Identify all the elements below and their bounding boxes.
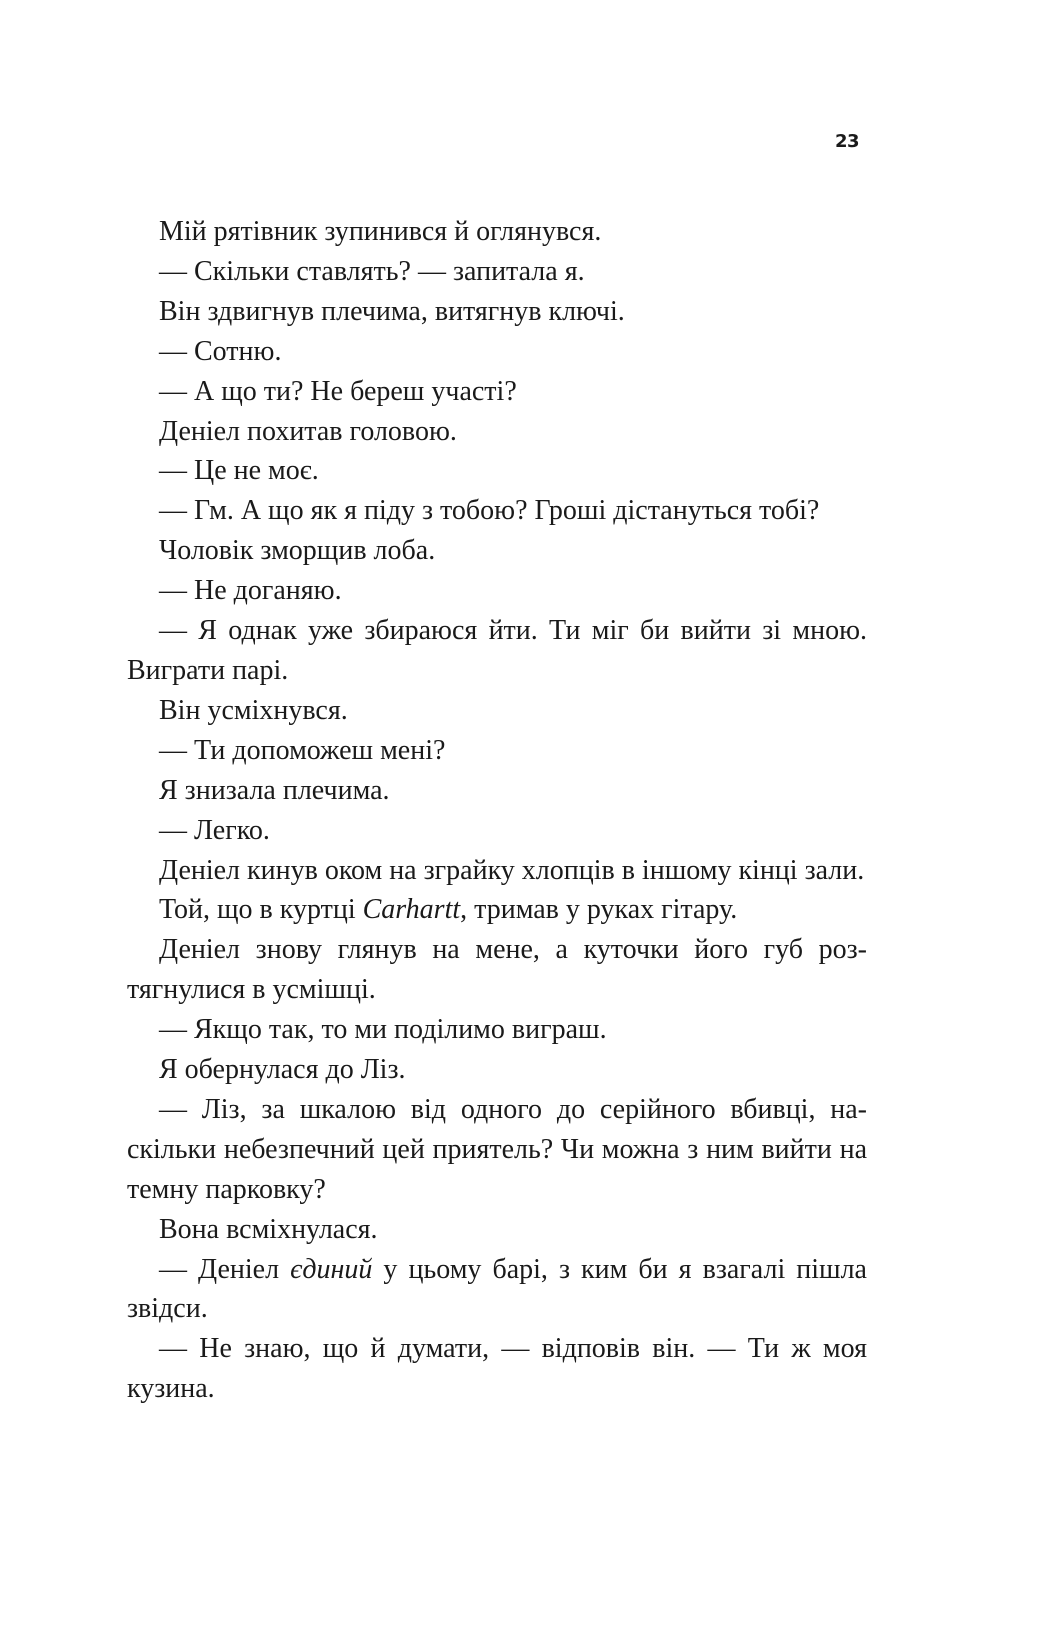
paragraph: [127, 890, 867, 930]
text-run: — Деніел: [159, 1253, 291, 1285]
paragraph: — Легко.: [159, 814, 270, 846]
paragraph: Деніел знову глянув на мене, а куточки його губ розтягнулися в усмішці.: [127, 934, 867, 1006]
paragraph: Він здвигнув плечима, витягнув ключі.: [159, 295, 625, 327]
emphasis-word: єдиний: [290, 1253, 373, 1285]
page-number: 23: [834, 131, 859, 152]
text-run: , тримав у руках гітару.: [460, 894, 738, 926]
paragraph: — Сотню.: [159, 335, 282, 367]
paragraph: Чоловік зморщив лоба.: [159, 535, 436, 567]
paragraph: — Ти допоможеш мені?: [159, 734, 446, 766]
paragraph: — Це не моє.: [159, 455, 319, 487]
paragraph: — Не доганяю.: [159, 575, 342, 607]
paragraph: — А що ти? Не береш участі?: [159, 375, 517, 407]
paragraph: — Ліз, за шкалою від одного до серійного вбивці, наскільки небезпечний цей приятель? Чи можна з ним вийти на темну парковку?: [127, 1093, 867, 1205]
paragraph: — Гм. А що як я піду з тобою? Гроші дістануться тобі?: [159, 495, 820, 527]
paragraph: — Якщо так, то ми поділимо виграш.: [159, 1014, 607, 1046]
paragraph: [127, 1250, 867, 1330]
paragraph: Я обернулася до Ліз.: [159, 1054, 406, 1086]
emphasis-brand-name: Carhartt: [362, 894, 461, 926]
paragraph: — Не знаю, що й думати, — відповів він. — Ти ж моя кузина.: [127, 1333, 867, 1405]
paragraph: Вона всміхнулася.: [159, 1213, 378, 1245]
text-run: у цьому барі, з ким би я взагалі пішла звідси.: [127, 1253, 867, 1325]
paragraph: Я знизала плечима.: [159, 774, 390, 806]
text-run: Той, що в куртці: [159, 894, 363, 926]
paragraph: Він усміхнувся.: [159, 694, 348, 726]
paragraph: Деніел похитав головою.: [159, 415, 457, 447]
paragraph: — Скільки ставлять? — запитала я.: [159, 255, 585, 287]
body-text: [127, 212, 867, 1409]
paragraph: Деніел кинув оком на зграйку хлопців в іншому кінці зали.: [159, 854, 865, 886]
paragraph: Мій рятівник зупинився й оглянувся.: [159, 216, 602, 247]
paragraph: — Я однак уже збираюся йти. Ти міг би вийти зі мною. Виграти парі.: [127, 615, 867, 686]
